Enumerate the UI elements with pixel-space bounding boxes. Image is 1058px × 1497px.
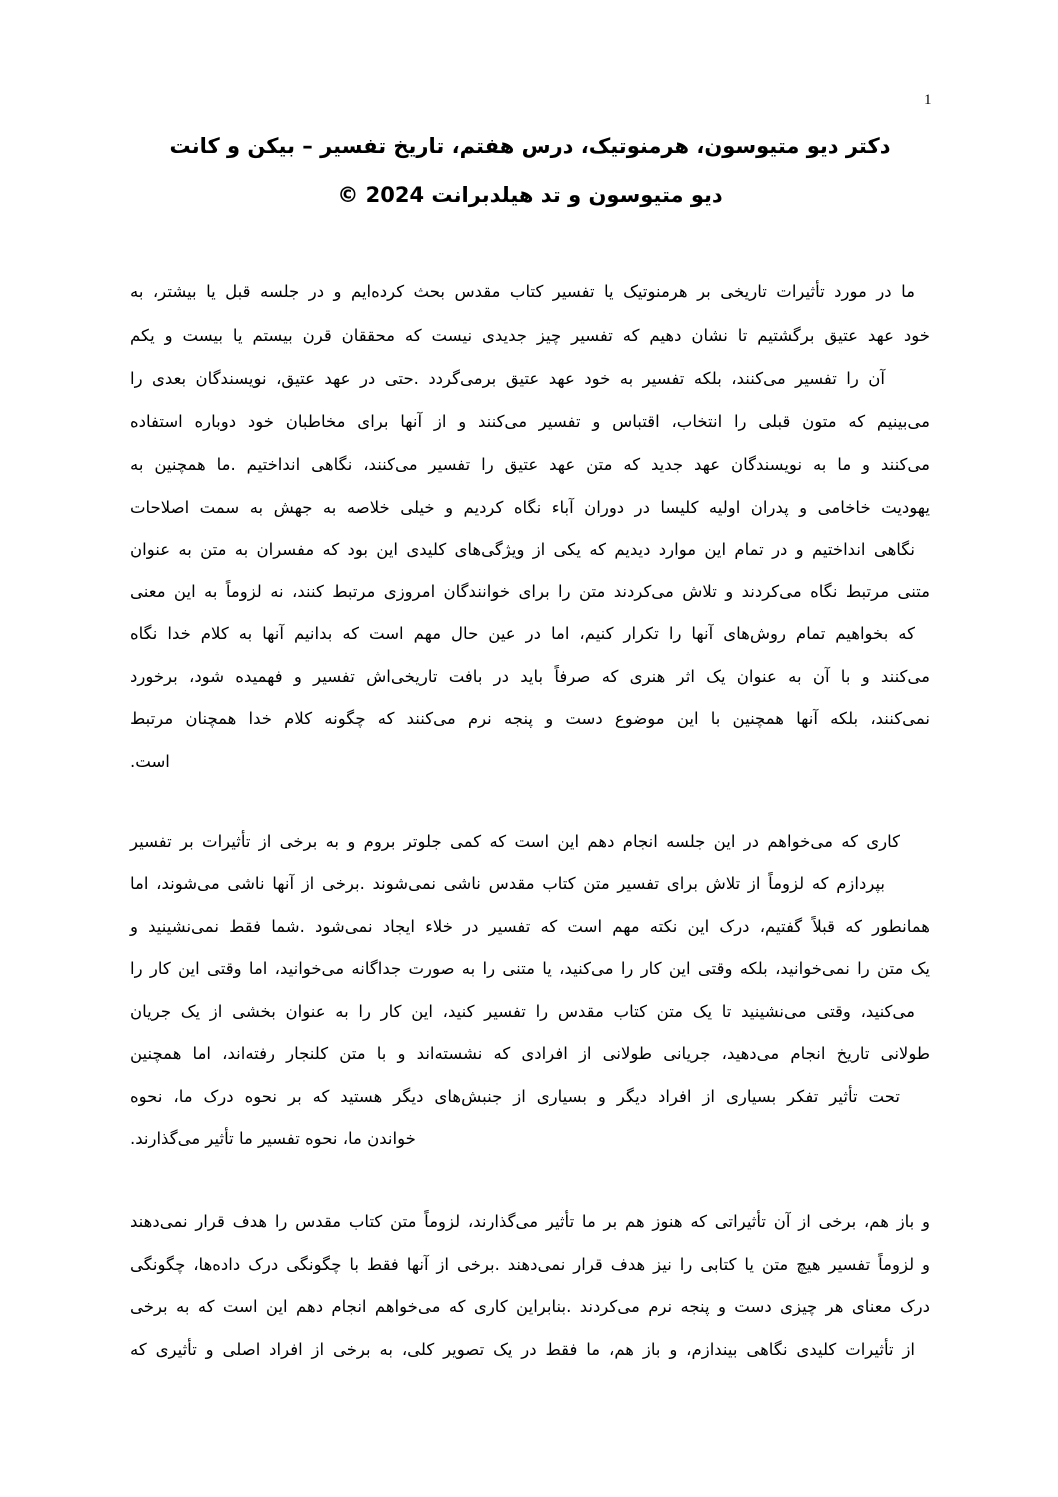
paragraph-1-line [130,453,930,477]
paragraph-2-line [130,872,885,896]
line-text: آن را تفسیر می‌کنند، بلکه تفسیر به خود عهد عتیق برمی‌گردد .حتی در عهد عتیق، نویسندگان بعدی را [130,369,885,388]
paragraph-1-line [130,410,930,434]
paragraph-1-line [130,665,930,689]
line-text: درک معنای هر چیزی دست و پنجه نرم می‌کردند .بنابراین کاری که می‌خواهم انجام دهم این است که به برخی [130,1297,930,1316]
line-text: خواندن ما، نحوه تفسیر ما تأثیر می‌گذارند. [130,1129,416,1148]
document-subtitle: دیو متیوسون و تد هیلدبرانت 2024 © [337,183,723,207]
paragraph-2-line [130,830,900,854]
line-text: بپردازم که لزوماً از تلاش برای تفسیر متن کتاب مقدس ناشی نمی‌شوند .برخی از آنها ناشی می‌شوند، اما [130,874,885,893]
line-text: تحت تأثیر تفکر بسیاری از افراد دیگر و بسیاری از جنبش‌های دیگر هستید که بر نحوه درک ما، نحوه [130,1087,900,1106]
line-text: می‌کنند و ما به نویسندگان عهد جدید که متن عهد عتیق را تفسیر می‌کنند، نگاهی انداختیم .ما همچنین به [130,455,930,474]
paragraph-1-line [130,280,915,304]
paragraph-2-line [130,957,930,981]
line-text: همانطور که قبلاً گفتیم، درک این نکته مهم است که تفسیر در خلاء ایجاد نمی‌شود .شما فقط نمی‌نشینید و [130,917,930,936]
line-text: نمی‌کنند، بلکه آنها همچنین با این موضوع دست و پنجه نرم می‌کنند که چگونه کلام خدا همچنان مرتبط [130,709,930,728]
document-title: دکتر دیو متیوسون، هرمنوتیک، درس هفتم، تاریخ تفسیر – بیکن و کانت [169,134,891,158]
paragraph-3-line [130,1295,930,1319]
paragraph-2-line [130,1000,915,1024]
paragraph-2-line [130,915,930,939]
paragraph-1-line [130,750,930,774]
paragraph-1-line [130,496,930,520]
line-text: و لزوماً تفسیر هیچ متن یا کتابی را نیز هدف قرار نمی‌دهند .برخی از آنها فقط با چگونگی درک داده‌ها، چگونگی [130,1255,930,1274]
line-text: که بخواهیم تمام روش‌های آنها را تکرار کنیم، اما در عین حال مهم است که بدانیم آنها به کلام خدا نگاه [130,624,915,643]
paragraph-1-line [130,367,885,391]
line-text: نگاهی انداختیم و در تمام این موارد دیدیم که یکی از ویژگی‌های کلیدی این بود که مفسران به متن به عنوان [130,540,915,559]
paragraph-3-line [130,1253,930,1277]
paragraph-1-line [130,622,915,646]
paragraph-1-line [130,324,930,348]
paragraph-2-line [130,1085,900,1109]
line-text: است. [130,752,170,771]
line-text: متنی مرتبط نگاه می‌کردند و تلاش می‌کردند متن را برای خوانندگان امروزی مرتبط کنند، نه لزوماً به این معنی [130,582,930,601]
line-text: کاری که می‌خواهم در این جلسه انجام دهم این است که کمی جلوتر بروم و به برخی از تأثیرات بر تفسیر [130,832,900,851]
line-text: و باز هم، برخی از آن تأثیراتی که هنوز هم بر ما تأثیر می‌گذارند، لزوماً متن کتاب مقدس را هدف قرار نمی‌دهند [130,1212,930,1231]
paragraph-1-line [130,707,930,731]
paragraph-1-line [130,580,930,604]
line-text: خود عهد عتیق برگشتیم تا نشان دهیم که تفسیر چیز جدیدی نیست که محققان قرن بیستم یا بیست و یکم [130,326,930,345]
paragraph-2-line [130,1127,930,1151]
line-text: می‌کنند و با آن به عنوان یک اثر هنری که صرفاً باید در بافت تاریخی‌اش تفسیر و فهمیده شود، برخورد [130,667,930,686]
line-text: می‌بینیم که متون قبلی را انتخاب، اقتباس و تفسیر می‌کنند و از آنها برای مخاطبان خود دوباره استفاده [130,412,930,431]
line-text: می‌کنید، وقتی می‌نشینید تا یک متن کتاب مقدس را تفسیر کنید، این کار را به عنوان بخشی از یک جریان [130,1002,915,1021]
paragraph-3-line [130,1338,915,1362]
line-text: از تأثیرات کلیدی نگاهی بیندازم، و باز هم، ما فقط در یک تصویر کلی، به برخی از افراد اصلی و تأثیری که [130,1340,915,1359]
line-text: ما در مورد تأثیرات تاریخی بر هرمنوتیک یا تفسیر کتاب مقدس بحث کرده‌ایم و در جلسه قبل یا بیشتر، به [130,282,915,301]
line-text: یک متن را نمی‌خوانید، بلکه وقتی این کار را می‌کنید، یا متنی را به صورت جداگانه می‌خوانید، اما وقتی این کار را [130,959,930,978]
line-text: طولانی تاریخ انجام می‌دهید، جریانی طولانی از افرادی که نشسته‌اند و با متن کلنجار رفته‌اند، اما همچنین [130,1044,930,1063]
paragraph-3-line [130,1210,930,1234]
paragraph-1-line [130,538,915,562]
line-text: یهودیت خاخامی و پدران اولیه کلیسا در دوران آباء نگاه کردیم و خیلی خلاصه به جهش به سمت اصلاحات [130,498,930,517]
page-number: 1 [924,92,932,108]
paragraph-2-line [130,1042,930,1066]
